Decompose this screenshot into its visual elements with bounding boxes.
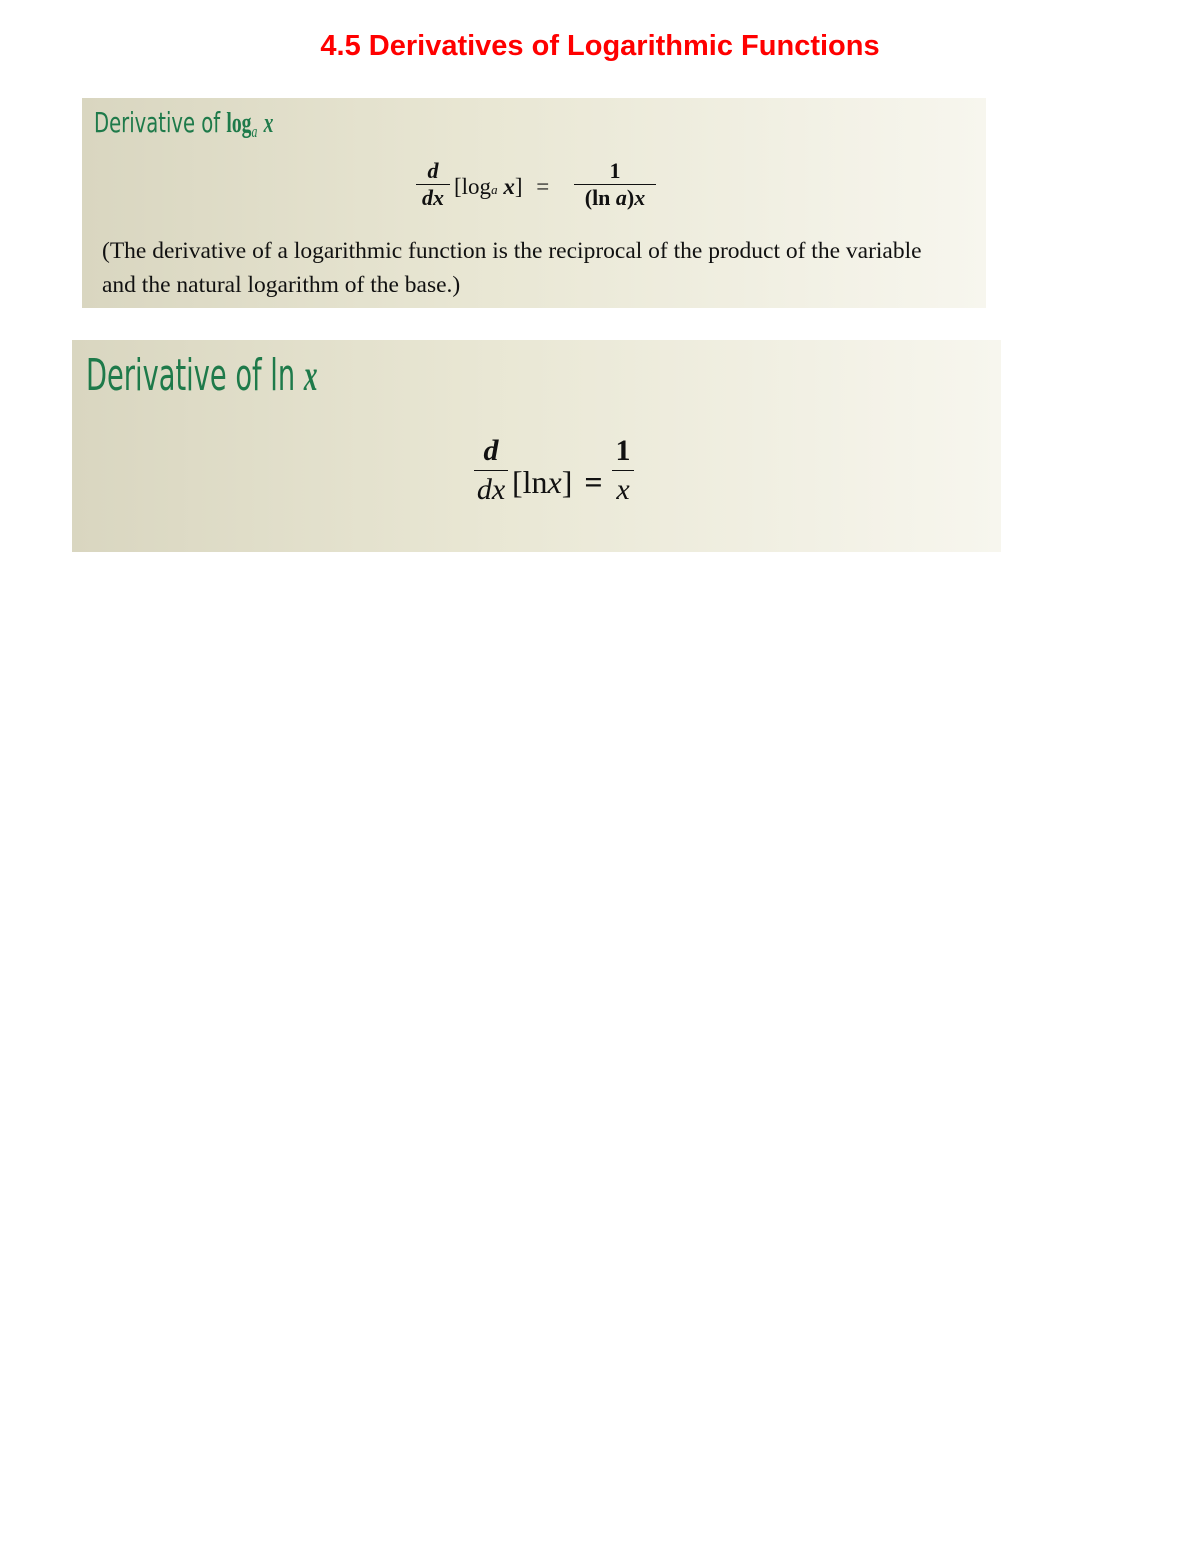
rhs-fraction xyxy=(612,432,634,509)
d-numerator: d xyxy=(483,434,499,467)
equals-sign: = xyxy=(584,464,603,500)
func-log: log xyxy=(461,174,492,199)
func-var: x xyxy=(503,174,515,199)
bracket-open: [ xyxy=(454,174,462,199)
dx-denominator: dx xyxy=(476,473,506,506)
heading-func: log xyxy=(226,108,252,139)
d-dx-fraction xyxy=(416,158,450,211)
rhs-numerator: 1 xyxy=(609,158,621,183)
func-ln: ln xyxy=(522,464,548,500)
log-a-argument xyxy=(454,174,549,200)
bracket-close: ] xyxy=(514,174,523,199)
log-a-derivative-formula xyxy=(82,98,986,228)
log-a-derivative-box xyxy=(82,98,986,308)
bracket-open: [ xyxy=(512,464,523,500)
dx-denominator: dx xyxy=(422,185,444,210)
heading-var: x xyxy=(263,108,274,139)
d-dx-fraction xyxy=(474,432,508,509)
rhs-denominator: x xyxy=(616,473,630,506)
page-title: 4.5 Derivatives of Logarithmic Functions xyxy=(320,30,880,62)
rhs-numerator: 1 xyxy=(615,434,631,467)
heading-base: a xyxy=(251,122,258,142)
func-var: x xyxy=(547,464,562,500)
bracket-close: ] xyxy=(561,464,573,500)
heading-prefix: Derivative of xyxy=(86,350,262,401)
heading-var: x xyxy=(303,351,318,400)
log-a-derivative-note xyxy=(102,234,992,302)
heading-prefix: Derivative of xyxy=(94,106,221,139)
ln-derivative-formula xyxy=(72,340,1001,552)
ln-argument xyxy=(512,464,603,501)
note-line-2: and the natural logarithm of the base.) xyxy=(102,272,461,298)
d-numerator: d xyxy=(427,158,439,183)
rhs-denominator: (ln a)x xyxy=(584,185,646,210)
rhs-fraction xyxy=(574,158,656,211)
heading-func: ln xyxy=(270,350,296,401)
func-base: a xyxy=(491,182,498,197)
ln-derivative-box xyxy=(72,340,1001,552)
equals-sign: = xyxy=(536,174,550,199)
note-line-1: (The derivative of a logarithmic function is the reciprocal of the product of the variable xyxy=(102,238,922,264)
